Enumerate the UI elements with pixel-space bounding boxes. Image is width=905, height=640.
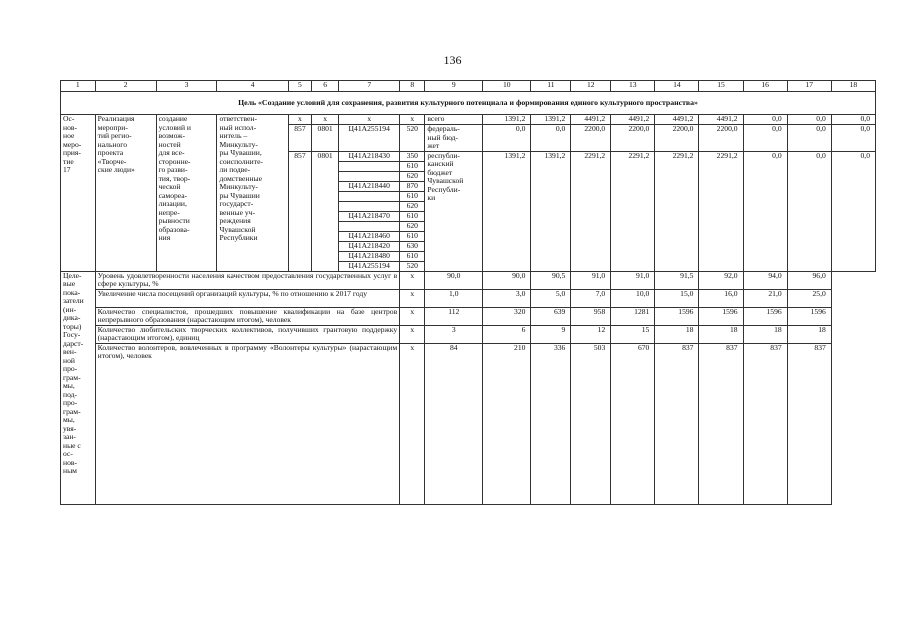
indicator-row [61,271,876,289]
code-cell: 610 [400,211,425,221]
value-cell: 18 [787,325,831,343]
value-cell: 7,0 [571,289,611,307]
source-cell: федераль- ный бюд- жет [425,125,483,152]
code-cell: Ц41A255194 [339,125,400,152]
value-cell: 1596 [699,307,743,325]
value-cell: 0,0 [787,151,831,271]
header-cell: 2 [95,81,156,92]
indicator-x: x [400,271,425,289]
value-cell: 91,5 [655,271,699,289]
value-cell: 2291,2 [699,151,743,271]
indicator-text: Увеличение числа посещений организаций культуры, % по отношению к 2017 году [95,289,400,307]
value-cell: 15 [611,325,655,343]
header-cell: 3 [156,81,217,92]
value-cell: 112 [425,307,483,325]
indicator-row [61,289,876,307]
activity-purpose: создание условий и возмож- ностей для все- сторонне- го разви- тия, твор- ческой самореа- лизации, непре- рывности образова- ния [156,115,217,272]
indicator-x: x [400,307,425,325]
code-cell: Ц41A218440 [339,181,400,191]
indicator-x: x [400,289,425,307]
value-cell: 90,0 [425,271,483,289]
value-cell: 320 [483,307,531,325]
indicator-x: x [400,343,425,504]
value-cell: 0,0 [531,125,571,152]
header-cell: 8 [400,81,425,92]
indicator-text: Количество специалистов, прошедших повышение квалификации на базе центров непрерывного образования (нарастающим итогом), человек [95,307,400,325]
goal-title: Цель «Создание условий для сохранения, развития культурного потенциала и формирования единого культурного пространства» [61,92,876,115]
indicator-text: Количество любительских творческих коллективов, получивших грантовую поддержку (нарастающим итогом), единиц [95,325,400,343]
header-cell: 5 [288,81,311,92]
value-cell: 210 [483,343,531,504]
value-cell: 2200,0 [611,125,655,152]
value-cell: 4491,2 [571,115,611,125]
code-cell: x [339,115,400,125]
value-cell: 9 [531,325,571,343]
value-cell: 1391,2 [483,115,531,125]
value-cell: 0,0 [483,125,531,152]
value-cell: 18 [743,325,787,343]
value-cell: 84 [425,343,483,504]
code-cell: 870 [400,181,425,191]
activity-executor: ответствен- ный испол- нитель – Минкульту- ры Чувашии, соисполните- ли подве- домственные Минкульту- ры Чувашии государст- венные уч- реждения Чувашской Республики [217,115,288,272]
code-cell: 610 [400,161,425,171]
value-cell: 639 [531,307,571,325]
code-cell: Ц41A255194 [339,261,400,271]
code-cell: x [311,115,338,125]
value-cell: 336 [531,343,571,504]
value-cell: 91,0 [611,271,655,289]
code-cell: 610 [400,231,425,241]
code-cell [339,201,400,211]
code-cell: 620 [400,221,425,231]
code-cell: 610 [400,251,425,261]
value-cell: 837 [699,343,743,504]
value-cell: 2291,2 [571,151,611,271]
value-cell: 0,0 [831,125,875,152]
indicator-row [61,307,876,325]
value-cell: 4491,2 [655,115,699,125]
value-cell: 91,0 [571,271,611,289]
code-cell: 610 [400,191,425,201]
table-row [61,115,876,125]
code-cell: 620 [400,171,425,181]
header-cell: 1 [61,81,96,92]
header-cell: 6 [311,81,338,92]
value-cell: 1596 [787,307,831,325]
value-cell: 837 [655,343,699,504]
code-cell: Ц41A218420 [339,241,400,251]
code-cell: Ц41A218460 [339,231,400,241]
value-cell: 18 [699,325,743,343]
code-cell: Ц41A218480 [339,251,400,261]
code-cell: 620 [400,201,425,211]
value-cell: 96,0 [787,271,831,289]
code-cell: x [400,115,425,125]
value-cell: 94,0 [743,271,787,289]
code-cell: Ц41A218470 [339,211,400,221]
value-cell: 1391,2 [531,151,571,271]
code-cell: Ц41A218430 [339,151,400,161]
value-cell: 0,0 [831,115,875,125]
value-cell: 0,0 [787,125,831,152]
value-cell: 0,0 [787,115,831,125]
value-cell: 958 [571,307,611,325]
value-cell: 25,0 [787,289,831,307]
activity-name: Ос- нов- ное меро- прия- тие 17 [61,115,96,272]
header-cell: 16 [743,81,787,92]
value-cell: 4491,2 [699,115,743,125]
value-cell: 90,0 [483,271,531,289]
source-cell: всего [425,115,483,125]
header-cell: 14 [655,81,699,92]
value-cell: 1596 [743,307,787,325]
value-cell: 0,0 [831,151,875,271]
value-cell: 16,0 [699,289,743,307]
value-cell: 503 [571,343,611,504]
header-cell: 13 [611,81,655,92]
value-cell: 18 [655,325,699,343]
value-cell: 837 [787,343,831,504]
code-cell: 857 [288,151,311,271]
activity-project: Реализация меропри- тий регио- нального проекта «Творче- ские люди» [95,115,156,272]
code-cell [339,161,400,171]
value-cell: 3,0 [483,289,531,307]
value-cell: 0,0 [743,125,787,152]
header-cell: 9 [425,81,483,92]
value-cell: 3 [425,325,483,343]
value-cell: 10,0 [611,289,655,307]
value-cell: 2291,2 [611,151,655,271]
code-cell: 0801 [311,125,338,152]
code-cell [339,171,400,181]
value-cell: 5,0 [531,289,571,307]
value-cell: 1391,2 [483,151,531,271]
value-cell: 92,0 [699,271,743,289]
header-cell: 10 [483,81,531,92]
code-cell: 350 [400,151,425,161]
value-cell: 21,0 [743,289,787,307]
header-row [61,81,876,92]
value-cell: 1281 [611,307,655,325]
program-table [60,80,876,505]
value-cell: 15,0 [655,289,699,307]
indicator-row [61,325,876,343]
header-cell: 18 [831,81,875,92]
source-cell: республи- канский бюджет Чувашской Республи- ки [425,151,483,271]
indicator-text: Уровень удовлетворенности населения качеством предоставления государственных услуг в сфере культуры, % [95,271,400,289]
code-cell [339,221,400,231]
code-cell: 520 [400,125,425,152]
code-cell [339,191,400,201]
code-cell: 630 [400,241,425,251]
value-cell: 2200,0 [699,125,743,152]
code-cell: 857 [288,125,311,152]
indicator-x: x [400,325,425,343]
value-cell: 1391,2 [531,115,571,125]
header-cell: 4 [217,81,288,92]
value-cell: 6 [483,325,531,343]
value-cell: 2200,0 [571,125,611,152]
code-cell: x [288,115,311,125]
header-cell: 11 [531,81,571,92]
header-cell: 17 [787,81,831,92]
code-cell: 0801 [311,151,338,271]
value-cell: 2291,2 [655,151,699,271]
value-cell: 837 [743,343,787,504]
indicator-row [61,343,876,504]
header-cell: 15 [699,81,743,92]
value-cell: 4491,2 [611,115,655,125]
value-cell: 90,5 [531,271,571,289]
value-cell: 1596 [655,307,699,325]
indicator-text: Количество волонтеров, вовлеченных в программу «Волонтеры культуры» (нарастающим итогом), человек [95,343,400,504]
value-cell: 1,0 [425,289,483,307]
value-cell: 0,0 [743,151,787,271]
page-number: 136 [443,53,462,67]
value-cell: 0,0 [743,115,787,125]
header-cell: 12 [571,81,611,92]
header-cell: 7 [339,81,400,92]
value-cell: 670 [611,343,655,504]
goal-row [61,92,876,115]
code-cell: 520 [400,261,425,271]
value-cell: 12 [571,325,611,343]
value-cell: 2200,0 [655,125,699,152]
indicators-label: Целе- вые пока- затели (ин- дика- торы) Госу- дарст- вен- ной про- грам- мы, под- про- грам- мы, увя- зан- ные с ос- нов- ным [61,271,96,504]
